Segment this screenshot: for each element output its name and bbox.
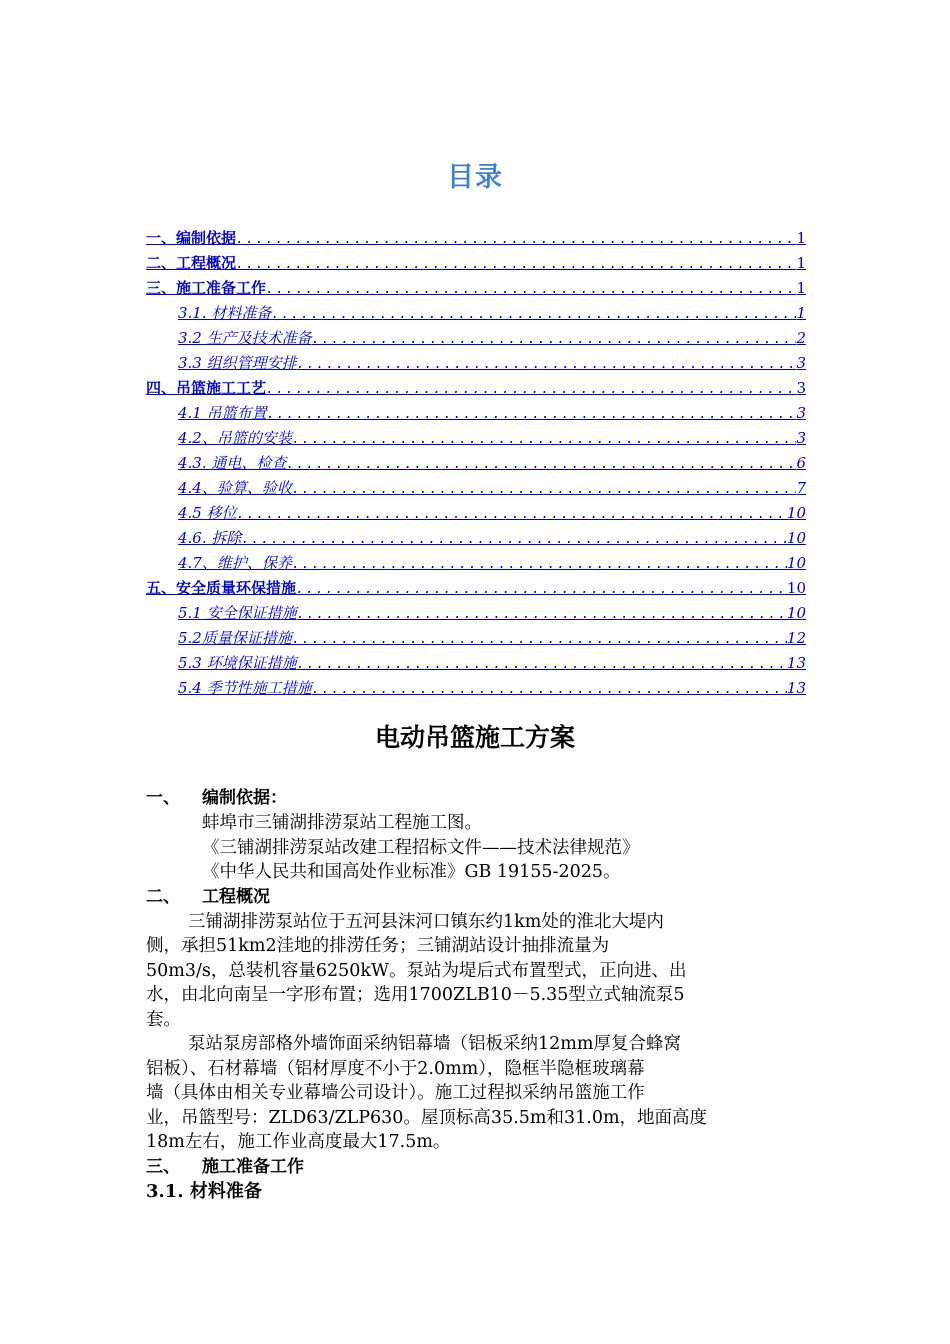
toc-subentry[interactable]: 5.3 环境保证措施 ..... 13	[146, 651, 806, 676]
toc-subentry[interactable]: 4.7、维护、保养 ..... 10	[146, 551, 806, 576]
toc-entry[interactable]: 三、施工准备工作 ..... 1	[146, 276, 806, 301]
toc-subentry[interactable]: 4.5 移位 ..... 10	[146, 501, 806, 526]
section-heading: 二、 工程概况	[146, 886, 270, 907]
toc-title: 目录	[447, 162, 503, 193]
toc-entry[interactable]: 二、工程概况 ..... 1	[146, 251, 806, 276]
toc-subentry[interactable]: 4.4、验算、验收 ..... 7	[146, 476, 806, 501]
reference-item: 蚌埠市三铺湖排涝泵站工程施工图。	[202, 813, 482, 833]
paragraph: 三铺湖排涝泵站位于五河县沫河口镇东约1km处的淮北大堤内 侧，承担51km2洼地的排涝任务；三铺湖站设计抽排流量为 50m3/s，总装机容量6250kW。泵站为堤后式布置型式，正向进、出 水，由北向南呈一字形布置；选用1700ZLB10－5.35型立式轴流泵5 套。	[146, 911, 687, 1030]
table-of-contents	[146, 226, 806, 701]
toc-subentry[interactable]: 4.6. 拆除 ..... 10	[146, 526, 806, 551]
toc-subentry[interactable]: 5.2质量保证措施 ..... 12	[146, 626, 806, 651]
reference-item: 《中华人民共和国高处作业标准》GB 19155-2025。	[202, 862, 621, 882]
document-body	[146, 786, 806, 1206]
toc-subentry[interactable]: 3.2 生产及技术准备 ..... 2	[146, 326, 806, 351]
toc-subentry[interactable]: 4.1 吊篮布置 ..... 3	[146, 401, 806, 426]
paragraph: 泵站泵房部格外墙饰面采纳铝幕墙（铝板采纳12mm厚复合蜂窝 铝板）、石材幕墙（铝材厚度不小于2.0mm），隐框半隐框玻璃幕 墙（具体由相关专业幕墙公司设计）。施工过程拟采纳吊篮施工作 业，吊篮型号：ZLD63/ZLP630。屋顶标高35.5m和31.0m，地面高度 18m左右，施工作业高度最大17.5m。	[146, 1034, 708, 1152]
toc-entry[interactable]: 五、安全质量环保措施 ..... 10	[146, 576, 806, 601]
toc-subentry[interactable]: 4.3. 通电、检查 ..... 6	[146, 451, 806, 476]
toc-subentry[interactable]: 4.2、吊篮的安装 ..... 3	[146, 426, 806, 451]
section-heading: 三、 施工准备工作	[146, 1156, 304, 1177]
toc-subentry[interactable]: 3.1. 材料准备 ..... 1	[146, 301, 806, 326]
document-title: 电动吊篮施工方案	[374, 723, 575, 752]
reference-item: 《三铺湖排涝泵站改建工程招标文件——技术法律规范》	[202, 837, 640, 858]
subsection-heading: 3.1. 材料准备	[146, 1180, 262, 1202]
toc-subentry[interactable]: 5.4 季节性施工措施 ..... 13	[146, 676, 806, 701]
toc-subentry[interactable]: 3.3 组织管理安排 ..... 3	[146, 351, 806, 376]
toc-subentry[interactable]: 5.1 安全保证措施 ..... 10	[146, 601, 806, 626]
toc-entry[interactable]: 四、吊篮施工工艺 ..... 3	[146, 376, 806, 401]
section-heading: 一、 编制依据：	[146, 788, 287, 808]
toc-entry[interactable]: 一、编制依据 ..... 1	[146, 226, 806, 251]
